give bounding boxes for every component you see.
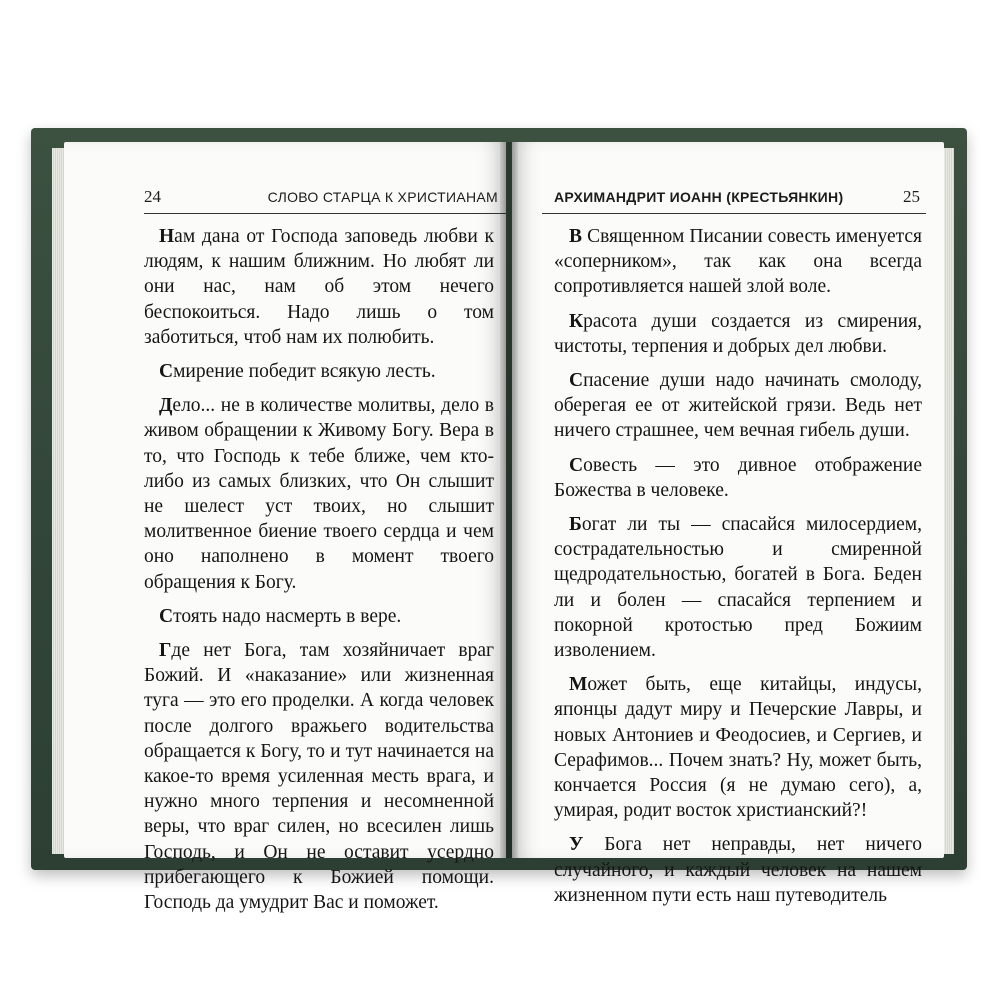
initial-letter: С (159, 605, 174, 627)
right-header-rule (542, 213, 926, 214)
paragraph-text: ам дана от Господа заповедь любви к людям, к нашим ближним. Но любят ли они нас, нам об этом нечего беспокоиться. Надо лишь о том заботиться, чтоб нам их полюбить. (144, 226, 494, 348)
initial-letter: В (569, 226, 583, 247)
paragraph-text: Бога нет неправды, нет ничего случайного, и каждый человек на нашем жизненном пути есть наш путеводитель (554, 834, 922, 906)
right-page (512, 142, 944, 906)
left-header-rule (144, 213, 506, 214)
paragraph (554, 224, 922, 300)
initial-letter: К (569, 310, 584, 332)
right-page-number: 25 (903, 187, 920, 206)
paragraph (144, 224, 494, 350)
right-page-text (554, 224, 922, 917)
paragraph-text: расота души создается из смирения, чистоты, терпения и добрых дел любви. (554, 310, 922, 357)
paragraph (144, 359, 494, 384)
initial-letter: М (569, 674, 588, 696)
right-running-head: АРХИМАНДРИТ ИОАНН (КРЕСТЬЯНКИН) (554, 189, 844, 205)
book-gutter (500, 142, 518, 858)
paragraph-text: ело... не в количестве молитвы, дело в живом обращении к Живому Богу. Вера в то, что Господь к тебе ближе, чем кто-либо из самых близких, что Он слышит не шелест уст твоих, но слышит молитвенное биение твоего сердца и чем оно наполнено в момент твоего обращения к Богу. (144, 395, 494, 593)
paragraph (554, 309, 922, 359)
left-page (64, 142, 506, 914)
left-page-text (144, 224, 494, 924)
left-page-number: 24 (144, 187, 161, 206)
paragraph-text: пасение души надо начинать смолоду, оберегая ее от житейской грязи. Ведь нет ничего страшнее, чем вечная гибель души. (554, 370, 922, 442)
initial-letter: У (569, 834, 584, 856)
paragraph-text: Священном Писании совесть именуется «соперником», так как она всегда сопротивляется нашей злой воле. (554, 226, 922, 298)
paragraph (554, 453, 922, 503)
initial-letter: С (159, 361, 174, 383)
paragraph-text: тоять надо насмерть в вере. (173, 605, 402, 627)
paragraph (144, 604, 494, 629)
initial-letter: Б (569, 514, 582, 536)
paragraph (554, 368, 922, 444)
initial-letter: Д (159, 395, 173, 417)
paragraph (554, 512, 922, 663)
paragraph-text: мирение победит всякую лесть. (173, 361, 436, 383)
initial-letter: Н (159, 226, 175, 247)
paragraph (144, 638, 494, 915)
initial-letter: Г (159, 640, 172, 662)
paragraph-text: де нет Бога, там хозяйничает враг Божий. И «наказание» или жизненная туга — это его проделки. А когда человек после долгого вражьего водительства обращается к Богу, то и тут начинается на какое-то время усиленная месть врага, и нужно много терпения и несомненной веры, что враг силен, но всесилен лишь Господь, и Он не оставит усердно прибегающего к Божией помощи. Господь да умудрит Вас и поможет. (144, 640, 494, 914)
paragraph-text: ожет быть, еще китайцы, индусы, японцы дадут миру и Печерские Лавры, и новых Антониев и Феодосиев, и Сергиев, и Серафимов... Почем знать? Ну, может быть, кончается Россия (я не думаю сего), а, умирая, родит восток христианский?! (554, 674, 922, 822)
paragraph (554, 672, 922, 823)
initial-letter: С (569, 454, 584, 476)
paragraph (554, 832, 922, 908)
left-running-head: СЛОВО СТАРЦА К ХРИСТИАНАМ (267, 189, 498, 205)
initial-letter: С (569, 370, 584, 392)
left-page-header (144, 186, 506, 214)
right-page-header (542, 186, 926, 214)
paragraph-text: огат ли ты — спасайся милосердием, сострадательностью и смиренной щедродательностью, богатей в Бога. Беден ли и болен — спасайся терпением и покорной кротостью пред Божиим изволением. (554, 514, 922, 662)
paragraph-text: овесть — это дивное отображение Божества в человеке. (554, 454, 922, 501)
paragraph (144, 393, 494, 595)
